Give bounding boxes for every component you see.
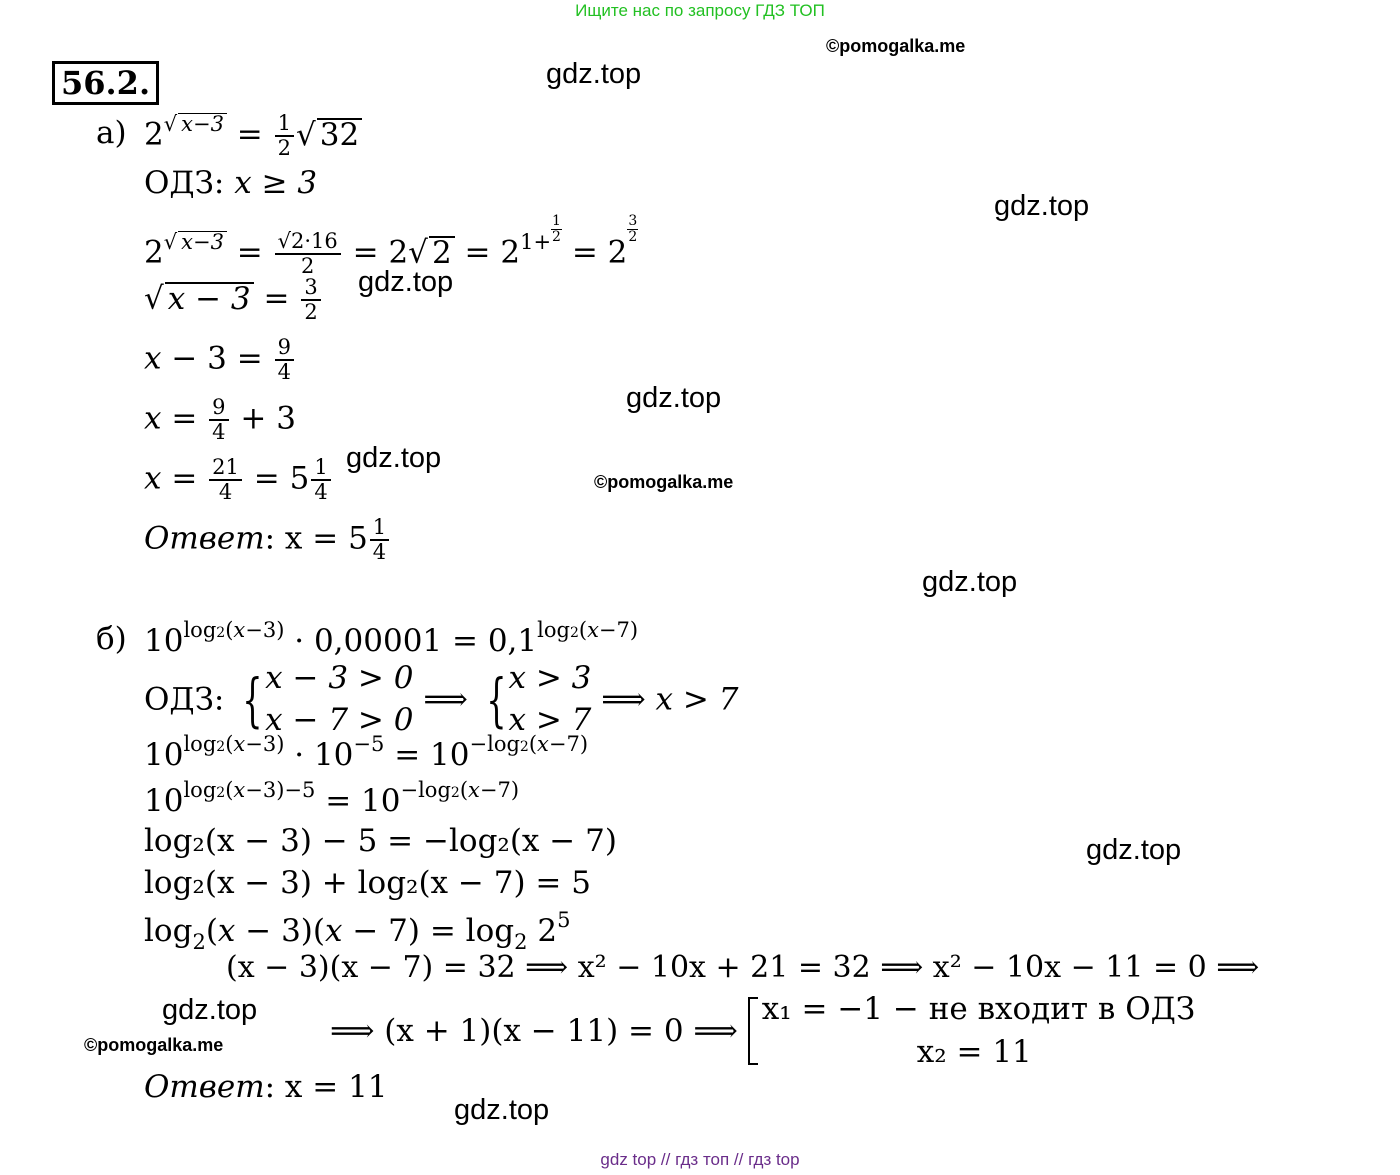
odz-b-result: ⟹ x > 7 <box>601 681 739 718</box>
eq-a-line7: x = $\frac{21}{4}$ = 5 $\frac{1}{4}$ <box>144 456 333 504</box>
eq-b-line8-left: ⟹ (x + 1)(x − 11) = 0 ⟹ <box>330 1012 738 1049</box>
copyright-mark: ©pomogalka.me <box>594 472 734 492</box>
watermark: gdz.top <box>546 58 642 90</box>
answer-b-label: Ответ <box>144 1069 265 1105</box>
eq-b-line2: $10^{log2(x-3)} \cdot 10^{-5} = 10^{-log2(x-7)}$ <box>144 732 589 773</box>
footer-links[interactable]: gdz top // гдз топ // гдз top <box>600 1150 800 1169</box>
eq-a-line3: $2^{√ x-3}$ = $\frac{√2\cdot 16}{2}$ = 2√ $2 = 2^{1+ \frac{1}{2}}$ = 2 $^{\frac{3}{2}}$ <box>144 213 638 279</box>
eq-a-line6: x = $\frac{9}{4}$ + 3 <box>144 395 296 445</box>
answer-a: Ответ: x = 5 $\frac{1}{4}$ <box>144 516 391 564</box>
odz-b: ОДЗ: { x − 3 > 0 x − 7 > 0 ⟹ { x > 3 x > 7 ⟹ x > 7 <box>144 660 739 738</box>
odz-a-value: x ≥ 3 <box>234 165 318 201</box>
top-banner[interactable]: Ищите нас по запросу ГДЗ ТОП <box>575 1 825 20</box>
eq-a-line1: $2^{√ x-3}$ = $\frac{1}{2}$ √ 32 <box>144 112 362 160</box>
eq-b-line7: (x − 3)(x − 7) = 32 ⟹ x² − 10x + 21 = 32 ⟹ x² − 10x − 11 = 0 ⟹ <box>226 950 1260 985</box>
copyright-mark: ©pomogalka.me <box>84 1035 224 1055</box>
answer-a-label: Ответ <box>144 520 265 557</box>
odz-a <box>144 165 318 201</box>
odz-b-label: ОДЗ: <box>144 681 225 718</box>
watermark: gdz.top <box>1086 834 1182 866</box>
part-a-label: а) <box>96 115 127 151</box>
answer-a-value: : x = 5 <box>264 520 368 557</box>
eq-a-line4: √ x − 3 = $\frac{3}{2}$ <box>144 276 323 324</box>
watermark: gdz.top <box>626 382 722 414</box>
eq-b-line6: $\log_2(x - 3)(x - 7) = \log_2 2^5$ <box>144 908 571 954</box>
eq-b-line5: log₂(x − 3) + log₂(x − 7) = 5 <box>144 865 591 901</box>
root-2: x₂ = 11 <box>916 1034 1032 1071</box>
watermark: gdz.top <box>162 994 258 1026</box>
watermark: gdz.top <box>922 566 1018 598</box>
eq-b-line4: log₂(x − 3) − 5 = −log₂(x − 7) <box>144 823 617 859</box>
root-1: x₁ = −1 − не входит в ОДЗ <box>761 991 1196 1027</box>
watermark: gdz.top <box>358 266 454 298</box>
eq-b-line3: $10^{log2(x-3)-5} = 10^{-log2(x-7)}$ <box>144 778 520 819</box>
part-b-label: б) <box>96 621 127 657</box>
watermark: gdz.top <box>454 1094 550 1126</box>
eq-b-line1: $10^{log2(x-3)} \cdot 0,00001 = 0,1^{log2(x-7)}$ <box>144 618 639 659</box>
watermark: gdz.top <box>994 190 1090 222</box>
answer-b <box>144 1069 388 1105</box>
answer-b-value: : x = 11 <box>264 1069 388 1105</box>
odz-a-label: ОДЗ: <box>144 165 225 201</box>
watermark: gdz.top <box>346 442 442 474</box>
problem-number: 56.2. <box>52 61 159 105</box>
eq-b-line8 <box>330 988 1195 1075</box>
copyright-mark: ©pomogalka.me <box>826 36 966 56</box>
eq-a-line5: x − 3 = $\frac{9}{4}$ <box>144 336 296 384</box>
